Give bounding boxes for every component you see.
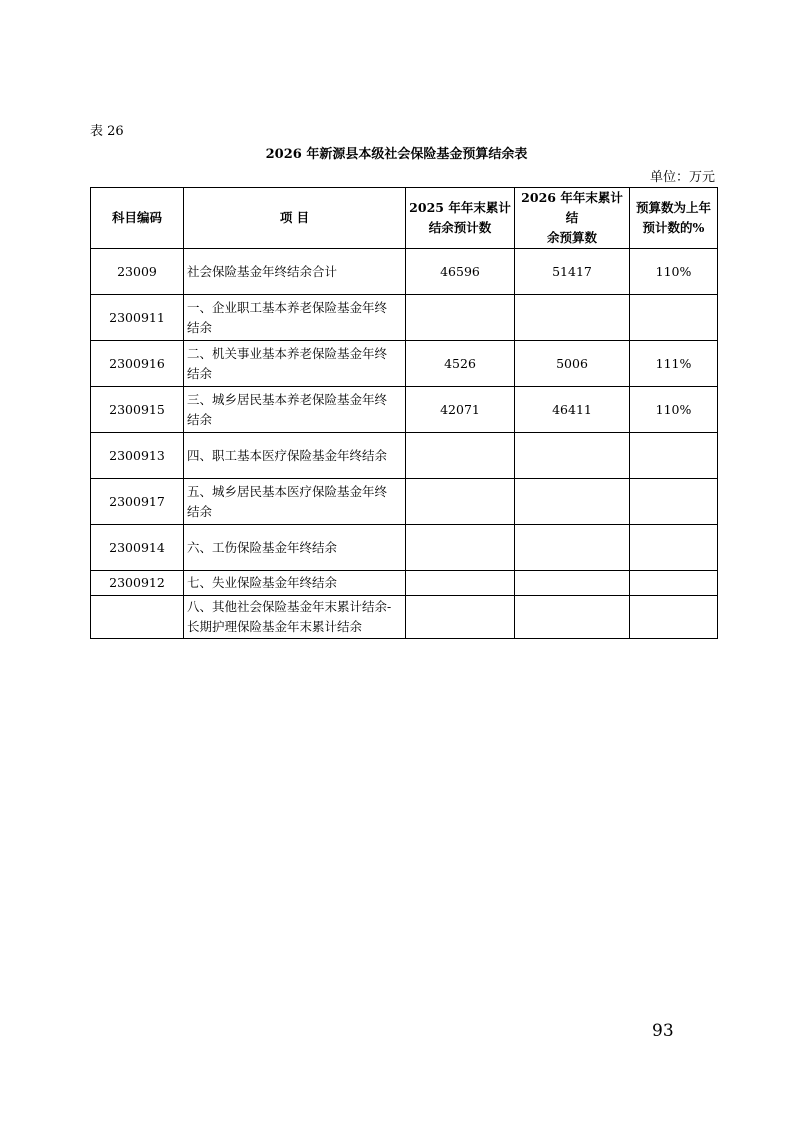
- row-item-line2: 结余: [187, 319, 213, 335]
- row-code: 2300916: [91, 341, 184, 387]
- unit-label: 单位：万元: [649, 170, 715, 185]
- page-number: 93: [652, 1021, 674, 1041]
- row-ratio: [630, 433, 718, 479]
- row-item-line2: 结余: [187, 365, 213, 381]
- row-ratio: [630, 525, 718, 571]
- row-item: [184, 433, 406, 479]
- table-row: [91, 525, 718, 571]
- table-row: [91, 341, 718, 387]
- row-value-2026: [515, 295, 630, 341]
- row-item-line1: 四、职工基本医疗保险基金年终结余: [187, 447, 388, 463]
- row-value-2026: [515, 433, 630, 479]
- table-row: [91, 249, 718, 295]
- header-2026-line2: 余预算数: [546, 230, 597, 245]
- row-value-2025: 46596: [406, 249, 515, 295]
- row-ratio: [630, 571, 718, 596]
- header-ratio-line2: 预计数的%: [642, 220, 705, 235]
- row-code: 2300914: [91, 525, 184, 571]
- row-value-2026: 51417: [515, 249, 630, 295]
- row-code: [91, 596, 184, 639]
- row-value-2025: [406, 295, 515, 341]
- row-code: 2300915: [91, 387, 184, 433]
- row-ratio: [630, 479, 718, 525]
- page-title: 2026 年新源县本级社会保险基金预算结余表: [265, 147, 528, 162]
- row-ratio: 110%: [630, 387, 718, 433]
- table-row: [91, 433, 718, 479]
- row-item-line1: 一、企业职工基本养老保险基金年终: [187, 299, 388, 315]
- header-2026-line1: 2026 年年末累计结: [521, 190, 623, 225]
- table-row: [91, 295, 718, 341]
- row-value-2026: [515, 479, 630, 525]
- row-item: [184, 479, 406, 525]
- header-2025-line2: 结余预计数: [428, 220, 492, 235]
- row-item: [184, 341, 406, 387]
- row-item-line2: 结余: [187, 503, 213, 519]
- row-item-line1: 二、机关事业基本养老保险基金年终: [187, 345, 388, 361]
- row-item: [184, 596, 406, 639]
- row-value-2026: [515, 525, 630, 571]
- row-code: 2300917: [91, 479, 184, 525]
- table-row: [91, 596, 718, 639]
- row-value-2025: [406, 525, 515, 571]
- row-value-2025: [406, 433, 515, 479]
- header-2025: [406, 188, 515, 249]
- row-item-line2: 长期护理保险基金年末累计结余: [187, 619, 363, 634]
- row-item-line1: 三、城乡居民基本养老保险基金年终: [187, 391, 388, 407]
- row-item-line1: 七、失业保险基金年终结余: [187, 575, 338, 590]
- row-value-2025: 4526: [406, 341, 515, 387]
- table-header-row: [91, 188, 718, 249]
- row-item-line2: 结余: [187, 411, 213, 427]
- header-ratio: [630, 188, 718, 249]
- row-code: 23009: [91, 249, 184, 295]
- row-item-line1: 八、其他社会保险基金年末累计结余-: [187, 599, 392, 614]
- row-ratio: [630, 295, 718, 341]
- table-row: [91, 571, 718, 596]
- row-code: 2300912: [91, 571, 184, 596]
- row-value-2025: [406, 596, 515, 639]
- row-value-2026: 46411: [515, 387, 630, 433]
- row-item-line1: 六、工伤保险基金年终结余: [187, 539, 338, 555]
- row-value-2026: [515, 571, 630, 596]
- row-item: [184, 387, 406, 433]
- row-item: [184, 571, 406, 596]
- header-2025-line1: 2025 年年末累计: [409, 200, 511, 215]
- header-item: 项 目: [184, 188, 406, 249]
- table-row: [91, 479, 718, 525]
- row-item-line1: 五、城乡居民基本医疗保险基金年终: [187, 483, 388, 499]
- row-item: [184, 525, 406, 571]
- header-code: 科目编码: [91, 188, 184, 249]
- row-code: 2300913: [91, 433, 184, 479]
- row-value-2026: [515, 596, 630, 639]
- row-ratio: 110%: [630, 249, 718, 295]
- row-value-2025: 42071: [406, 387, 515, 433]
- table-row: [91, 387, 718, 433]
- row-item: [184, 249, 406, 295]
- row-value-2025: [406, 479, 515, 525]
- budget-table: [90, 187, 718, 639]
- row-value-2026: 5006: [515, 341, 630, 387]
- row-item-line1: 社会保险基金年终结余合计: [187, 263, 338, 279]
- row-item: [184, 295, 406, 341]
- row-ratio: 111%: [630, 341, 718, 387]
- row-code: 2300911: [91, 295, 184, 341]
- header-ratio-line1: 预算数为上年: [635, 200, 711, 215]
- table-label: 表 26: [90, 124, 124, 139]
- header-2026: [515, 188, 630, 249]
- row-ratio: [630, 596, 718, 639]
- row-value-2025: [406, 571, 515, 596]
